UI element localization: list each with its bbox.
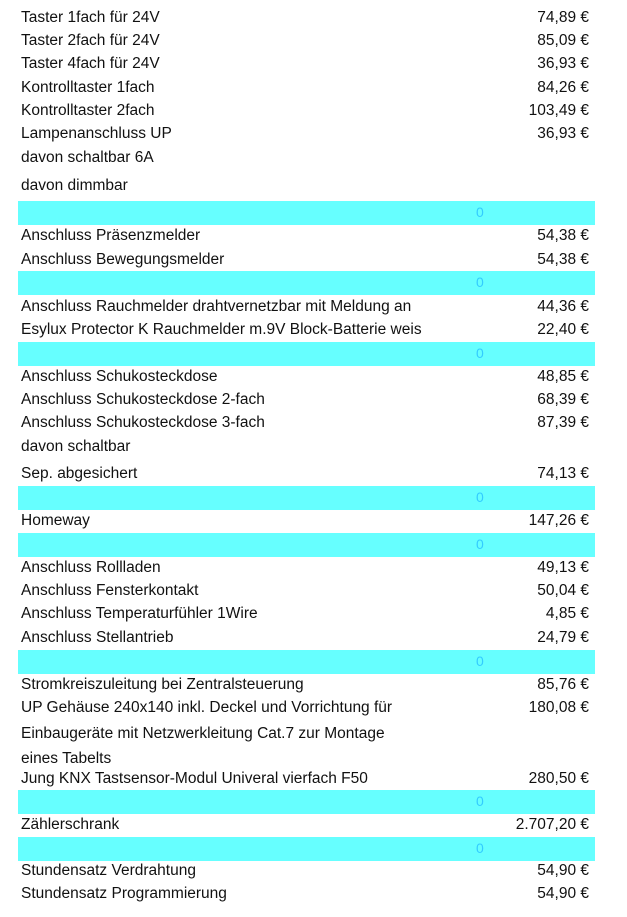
list-item — [0, 53, 627, 76]
list-item — [0, 77, 627, 100]
item-price: 50,04 € — [537, 582, 589, 599]
item-label: Anschluss Bewegungsmelder — [21, 251, 225, 268]
item-price: 22,40 € — [537, 321, 589, 338]
list-item — [0, 366, 627, 389]
list-item — [0, 557, 627, 580]
item-price: 147,26 € — [528, 512, 589, 529]
item-label: Anschluss Rauchmelder drahtvernetzbar mit Meldung an — [21, 298, 412, 315]
list-item — [0, 296, 627, 319]
section-divider — [18, 342, 595, 366]
item-label: Homeway — [21, 512, 90, 529]
item-label: Esylux Protector K Rauchmelder m.9V Block-Batterie weis — [21, 321, 422, 338]
list-item — [0, 860, 627, 883]
item-price: 54,38 € — [537, 227, 589, 244]
list-item — [0, 389, 627, 412]
item-price: 36,93 € — [537, 55, 589, 72]
item-label: Stundensatz Verdrahtung — [21, 862, 196, 879]
item-label: eines Tabelts — [21, 750, 112, 767]
list-item — [0, 100, 627, 123]
item-label: Lampenanschluss UP — [21, 125, 172, 142]
item-label: Stundensatz Programmierung — [21, 885, 227, 902]
divider-value: 0 — [476, 204, 484, 220]
item-price: 74,13 € — [537, 465, 589, 482]
item-label: Anschluss Schukosteckdose 3-fach — [21, 414, 265, 431]
list-item — [0, 768, 627, 791]
item-label: davon dimmbar — [21, 177, 128, 194]
divider-value: 0 — [476, 793, 484, 809]
item-label: Anschluss Stellantrieb — [21, 629, 174, 646]
item-price: 103,49 € — [528, 102, 589, 119]
item-price: 54,38 € — [537, 251, 589, 268]
item-label: Zählerschrank — [21, 816, 120, 833]
item-price: 49,13 € — [537, 559, 589, 576]
item-price: 85,09 € — [537, 32, 589, 49]
list-item — [0, 603, 627, 626]
item-label: Anschluss Präsenzmelder — [21, 227, 201, 244]
item-label: Einbaugeräte mit Netzwerkleitung Cat.7 zur Montage — [21, 725, 385, 742]
item-label: Anschluss Temperaturfühler 1Wire — [21, 605, 258, 622]
item-price: 54,90 € — [537, 862, 589, 879]
item-label: Kontrolltaster 1fach — [21, 79, 155, 96]
item-price: 54,90 € — [537, 885, 589, 902]
list-item — [0, 225, 627, 248]
list-item — [0, 883, 627, 906]
divider-value: 0 — [476, 840, 484, 856]
item-label: Jung KNX Tastsensor-Modul Univeral vierfach F50 — [21, 770, 368, 787]
divider-value: 0 — [476, 536, 484, 552]
section-divider — [18, 650, 595, 674]
list-item — [0, 580, 627, 603]
list-item — [0, 319, 627, 342]
list-item — [0, 723, 627, 746]
divider-value: 0 — [476, 345, 484, 361]
item-price: 24,79 € — [537, 629, 589, 646]
list-item — [0, 627, 627, 650]
item-label: Sep. abgesichert — [21, 465, 138, 482]
list-item — [0, 510, 627, 533]
item-label: UP Gehäuse 240x140 inkl. Deckel und Vorrichtung für — [21, 699, 393, 716]
item-price: 44,36 € — [537, 298, 589, 315]
item-price: 68,39 € — [537, 391, 589, 408]
item-price: 74,89 € — [537, 9, 589, 26]
section-divider — [18, 533, 595, 557]
item-price: 4,85 € — [545, 605, 589, 622]
section-divider — [18, 201, 595, 225]
list-item — [0, 30, 627, 53]
section-divider — [18, 486, 595, 510]
item-price: 87,39 € — [537, 414, 589, 431]
section-divider — [18, 837, 595, 861]
list-item — [0, 123, 627, 146]
section-divider — [18, 271, 595, 295]
list-item — [0, 412, 627, 435]
item-label: Taster 2fach für 24V — [21, 32, 160, 49]
item-price: 85,76 € — [537, 676, 589, 693]
list-item — [0, 674, 627, 697]
item-label: Anschluss Rollladen — [21, 559, 161, 576]
item-price: 84,26 € — [537, 79, 589, 96]
divider-value: 0 — [476, 274, 484, 290]
divider-value: 0 — [476, 653, 484, 669]
item-label: davon schaltbar — [21, 438, 131, 455]
list-item — [0, 147, 627, 170]
item-label: davon schaltbar 6A — [21, 149, 154, 166]
item-label: Taster 4fach für 24V — [21, 55, 160, 72]
list-item — [0, 249, 627, 272]
item-label: Taster 1fach für 24V — [21, 9, 160, 26]
item-price: 280,50 € — [528, 770, 589, 787]
item-price: 36,93 € — [537, 125, 589, 142]
item-label: Kontrolltaster 2fach — [21, 102, 155, 119]
divider-value: 0 — [476, 489, 484, 505]
item-label: Anschluss Fensterkontakt — [21, 582, 199, 599]
list-item — [0, 175, 627, 198]
list-item — [0, 436, 627, 459]
section-divider — [18, 790, 595, 814]
item-price: 180,08 € — [528, 699, 589, 716]
item-label: Stromkreiszuleitung bei Zentralsteuerung — [21, 676, 304, 693]
item-price: 2.707,20 € — [515, 816, 589, 833]
list-item — [0, 697, 627, 720]
item-price: 48,85 € — [537, 368, 589, 385]
list-item — [0, 814, 627, 837]
item-label: Anschluss Schukosteckdose — [21, 368, 218, 385]
list-item — [0, 463, 627, 486]
list-item — [0, 7, 627, 30]
item-label: Anschluss Schukosteckdose 2-fach — [21, 391, 265, 408]
